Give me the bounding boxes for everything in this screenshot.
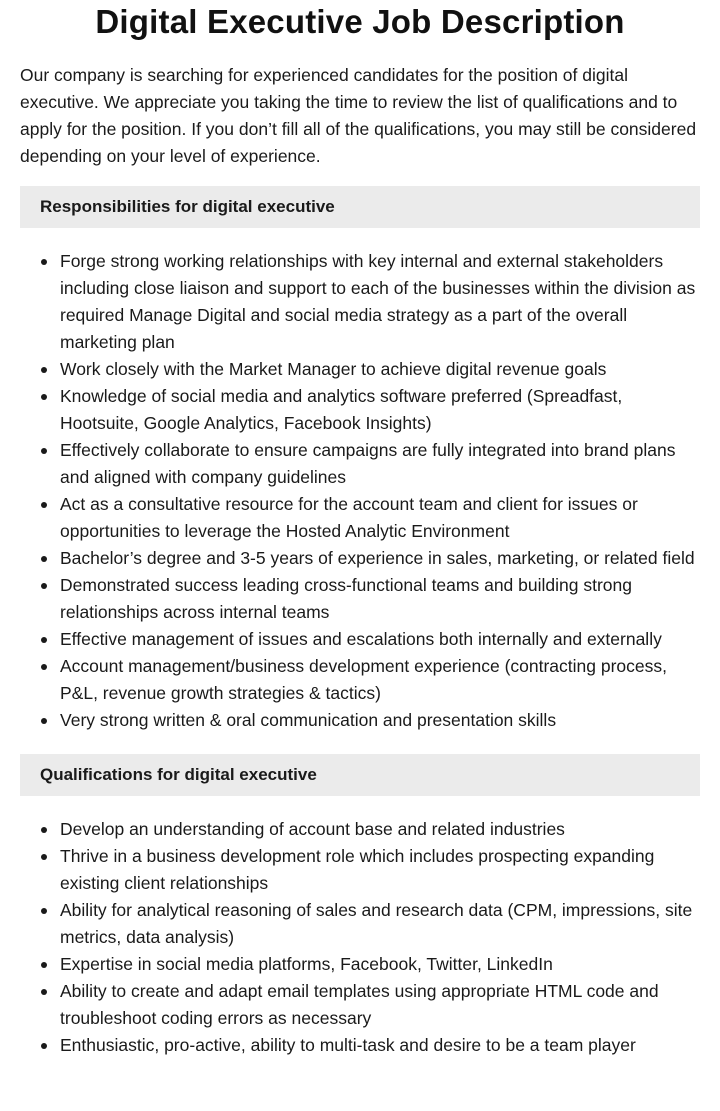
bullet-icon	[41, 718, 47, 724]
bullet-text: Ability to create and adapt email templates using appropriate HTML code and troubleshoot coding errors as necessary	[60, 981, 659, 1028]
bullet-text: Work closely with the Market Manager to achieve digital revenue goals	[60, 359, 607, 379]
bullet-text: Develop an understanding of account base and related industries	[60, 819, 565, 839]
bullet-icon	[41, 664, 47, 670]
responsibility-item	[20, 383, 700, 437]
qualifications-section	[20, 754, 700, 1059]
bullet-text: Account management/business development experience (contracting process, P&L, revenue growth strategies & tactics)	[60, 656, 668, 703]
bullet-text: Thrive in a business development role which includes prospecting expanding existing client relationships	[60, 846, 655, 893]
bullet-icon	[41, 962, 47, 968]
bullet-icon	[41, 637, 47, 643]
bullet-icon	[41, 367, 47, 373]
responsibility-item	[20, 248, 700, 356]
qualifications-list	[20, 816, 700, 1059]
responsibility-item	[20, 653, 700, 707]
responsibility-item	[20, 491, 700, 545]
responsibility-item	[20, 356, 700, 383]
bullet-icon	[41, 1043, 47, 1049]
qualification-item	[20, 1032, 700, 1059]
qualification-item	[20, 897, 700, 951]
bullet-icon	[41, 259, 47, 265]
bullet-icon	[41, 989, 47, 995]
bullet-icon	[41, 502, 47, 508]
bullet-icon	[41, 827, 47, 833]
bullet-text: Enthusiastic, pro-active, ability to multi-task and desire to be a team player	[60, 1035, 636, 1055]
responsibility-item	[20, 626, 700, 653]
bullet-text: Forge strong working relationships with key internal and external stakeholders including close liaison and support to each of the businesses within the division as required Manage Digital and social media strategy as a part of the overall marketing plan	[60, 251, 696, 352]
qualification-item	[20, 951, 700, 978]
bullet-text: Demonstrated success leading cross-functional teams and building strong relationships across internal teams	[60, 575, 632, 622]
bullet-text: Effectively collaborate to ensure campaigns are fully integrated into brand plans and aligned with company guidelines	[60, 440, 676, 487]
qualification-item	[20, 816, 700, 843]
bullet-text: Effective management of issues and escalations both internally and externally	[60, 629, 662, 649]
page-title: Digital Executive Job Description	[95, 3, 625, 40]
bullet-icon	[41, 394, 47, 400]
intro-paragraph: Our company is searching for experienced candidates for the position of digital executive. We appreciate you taking the time to review the list of qualifications and to apply for the position. If you don’t fill all of the qualifications, you may still be considered depending on your level of experience.	[20, 65, 697, 166]
qualifications-heading: Qualifications for digital executive	[20, 754, 700, 796]
bullet-text: Knowledge of social media and analytics software preferred (Spreadfast, Hootsuite, Google Analytics, Facebook Insights)	[60, 386, 623, 433]
qualification-item	[20, 978, 700, 1032]
qualification-item	[20, 843, 700, 897]
bullet-text: Bachelor’s degree and 3-5 years of experience in sales, marketing, or related field	[60, 548, 695, 568]
responsibility-item	[20, 545, 700, 572]
bullet-text: Ability for analytical reasoning of sales and research data (CPM, impressions, site metrics, data analysis)	[60, 900, 693, 947]
bullet-text: Expertise in social media platforms, Facebook, Twitter, LinkedIn	[60, 954, 553, 974]
bullet-text: Very strong written & oral communication and presentation skills	[60, 710, 557, 730]
bullet-icon	[41, 448, 47, 454]
bullet-icon	[41, 556, 47, 562]
responsibilities-section	[20, 186, 700, 734]
responsibility-item	[20, 707, 700, 734]
bullet-icon	[41, 908, 47, 914]
bullet-text: Act as a consultative resource for the account team and client for issues or opportunities to leverage the Hosted Analytic Environment	[60, 494, 638, 541]
responsibility-item	[20, 437, 700, 491]
responsibility-item	[20, 572, 700, 626]
bullet-icon	[41, 583, 47, 589]
responsibilities-heading: Responsibilities for digital executive	[20, 186, 700, 228]
responsibilities-list	[20, 248, 700, 734]
bullet-icon	[41, 854, 47, 860]
